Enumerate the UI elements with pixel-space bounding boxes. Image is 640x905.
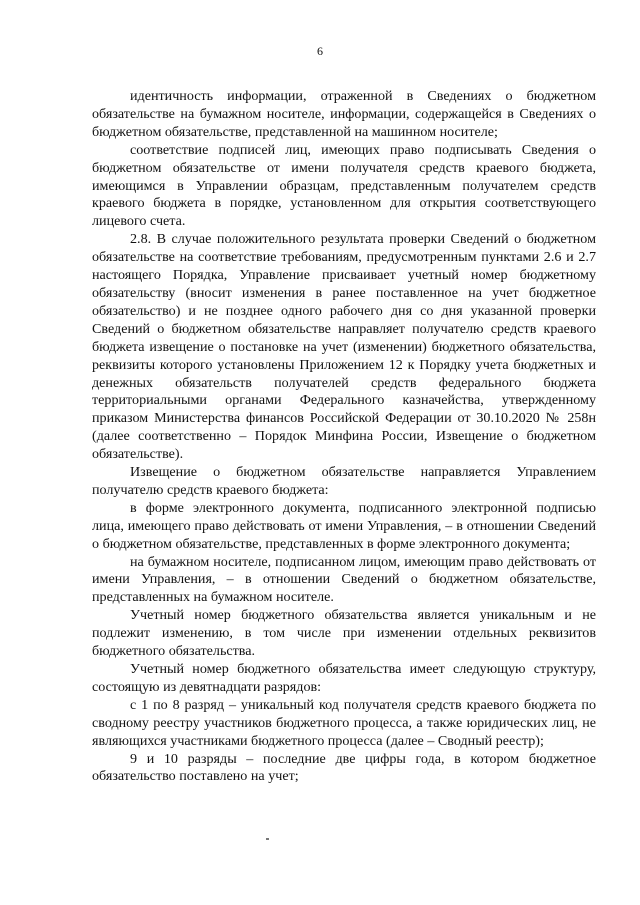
paragraph-10: 9 и 10 разряды – последние две цифры года, в котором бюджетное обязательство поставлено на учет; <box>92 750 596 785</box>
page-number: 6 <box>317 44 323 58</box>
scan-speck <box>266 838 269 840</box>
paragraph-7: Учетный номер бюджетного обязательства является уникальным и не подлежит изменению, в том числе при изменении отдельных реквизитов бюджетного обязательства. <box>92 607 596 660</box>
paragraph-1: идентичность информации, отраженной в Сведениях о бюджетном обязательстве на бумажном носителе, информации, содержащейся в Сведениях о бюджетном обязательстве, представленной на машинном носителе; <box>92 88 596 140</box>
document-body <box>92 88 596 786</box>
paragraph-9: с 1 по 8 разряд – уникальный код получателя средств краевого бюджета по сводному реестру участников бюджетного процесса, а также юридических лиц, не являющихся участниками бюджетного процесса (далее – Сводный реестр); <box>92 696 596 749</box>
paragraph-2: соответствие подписей лиц, имеющих право подписывать Сведения о бюджетном обязательстве от имени получателя средств краевого бюджета, имеющимся в Управлении образцам, представленным получателем средств краевого бюджета в порядке, установленном для открытия соответствующего лицевого счета. <box>92 141 596 230</box>
paragraph-4: Извещение о бюджетном обязательстве направляется Управлением получателю средств краевого бюджета: <box>92 464 596 498</box>
paragraph-6: на бумажном носителе, подписанном лицом, имеющим право действовать от имени Управления, – в отношении Сведений о бюджетном обязательстве, представленных на бумажном носителе. <box>92 553 596 606</box>
paragraph-5: в форме электронного документа, подписанного электронной подписью лица, имеющего право действовать от имени Управления, – в отношении Сведений о бюджетном обязательстве, представленных в форме электронного документа; <box>92 499 596 552</box>
paragraph-3: 2.8. В случае положительного результата проверки Сведений о бюджетном обязательстве на соответствие требованиям, предусмотренным пунктами 2.6 и 2.7 настоящего Порядка, Управление присваивает учетный номер бюджетному обязательству (вносит изменения в ранее поставленное на учет бюджетное обязательство) и не позднее одного рабочего дня со дня указанной проверки Сведений о бюджетном обязательстве направляет получателю средств краевого бюджета извещение о постановке на учет (изменении) бюджетного обязательства, реквизиты которого установлены Приложением 12 к Порядку учета бюджетных и денежных обязательств получателей средств федерального бюджета территориальными органами Федерального казначейства, утвержденному приказом Министерства финансов Российской Федерации от 30.10.2020 № 258н (далее соответственно – Порядок Минфина России, Извещение о бюджетном обязательстве). <box>92 231 596 463</box>
paragraph-8: Учетный номер бюджетного обязательства имеет следующую структуру, состоящую из девятнадцати разрядов: <box>92 661 596 695</box>
